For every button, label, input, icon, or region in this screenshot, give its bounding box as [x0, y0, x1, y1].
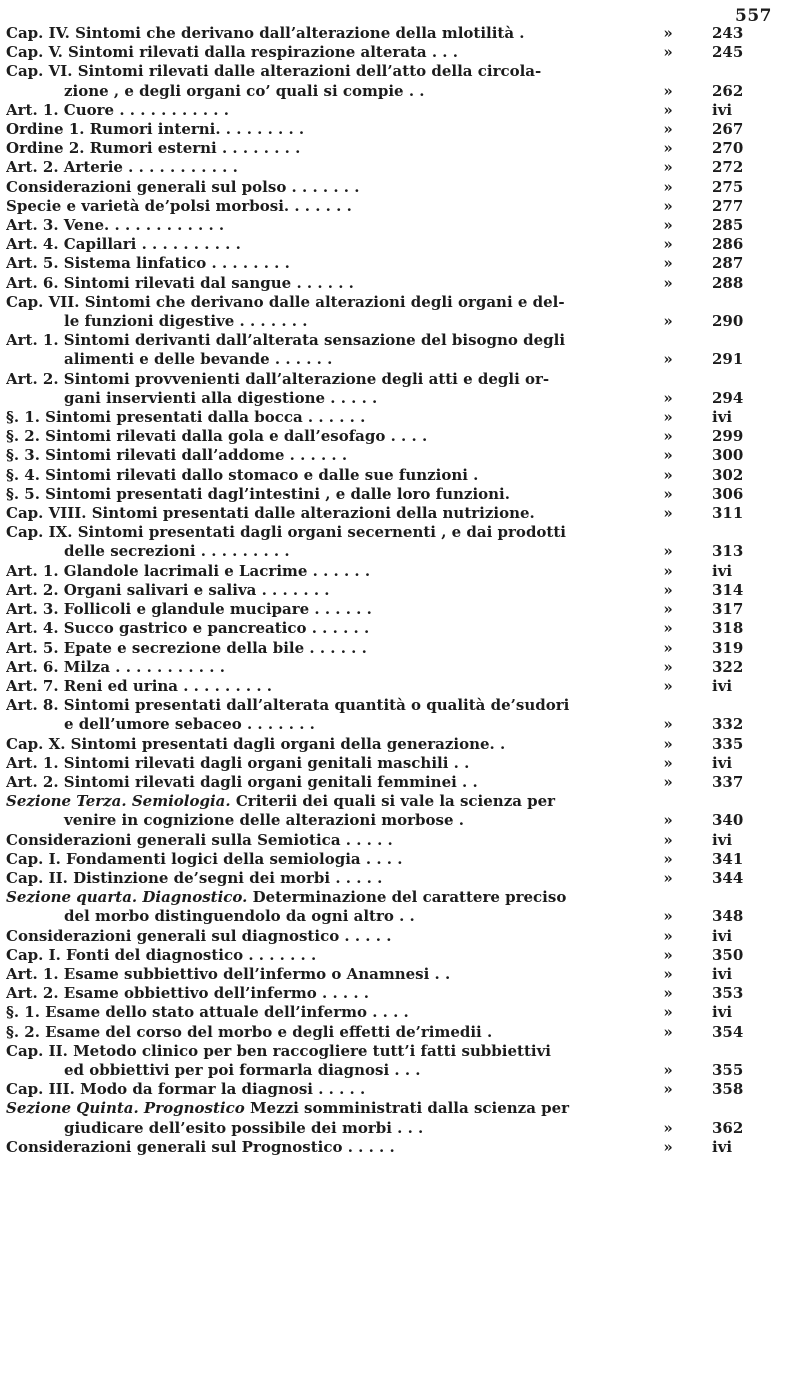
toc-entry-mark: » — [663, 753, 673, 772]
toc-entry-title: §. 1. Sintomi presentati dalla bocca . . . . . . — [6, 408, 366, 427]
toc-entry-mark: » — [663, 1022, 673, 1041]
toc-entry-mark: » — [663, 561, 673, 580]
toc-entry — [6, 62, 768, 100]
toc-entry-mark: » — [663, 542, 673, 561]
toc-entry-page: ivi — [712, 964, 733, 983]
toc-entry-title: Cap. II. Distinzione de’segni dei morbi . . . . . — [6, 868, 383, 887]
toc-entry-mark: » — [663, 1118, 673, 1137]
toc-entry — [6, 254, 768, 273]
toc-entry-title: Ordine 1. Rumori interni. . . . . . . . . — [6, 120, 305, 139]
toc-entry-title: Art. 4. Capillari . . . . . . . . . . — [6, 235, 241, 254]
toc-entry-title: §. 2. Sintomi rilevati dalla gola e dall’esofago . . . . — [6, 427, 428, 446]
toc-entry — [6, 446, 768, 465]
toc-entry-continuation: zione , e degli organi co’ quali si compie . . — [64, 81, 425, 100]
toc-entry — [6, 965, 768, 984]
toc-entry-page: 267 — [712, 120, 744, 139]
toc-entry — [6, 696, 768, 734]
toc-entry-title: Art. 3. Follicoli e glandule mucipare . . . . . . — [6, 600, 372, 619]
toc-entry-mark: » — [663, 849, 673, 868]
toc-entry-title: Art. 1. Sintomi derivanti dall’alterata sensazione del bisogno degli — [6, 331, 566, 350]
toc-entry — [6, 408, 768, 427]
toc-entry-mark: » — [663, 830, 673, 849]
toc-entry-mark: » — [663, 1137, 673, 1156]
toc-entry-title: Cap. X. Sintomi presentati dagli organi della generazione. . — [6, 734, 506, 753]
toc-entry-mark: » — [663, 81, 673, 100]
toc-entry-page: ivi — [712, 830, 733, 849]
toc-entry-mark: » — [663, 1060, 673, 1079]
toc-entry-page: 288 — [712, 273, 744, 292]
toc-entry-title: Art. 1. Cuore . . . . . . . . . . . — [6, 100, 229, 119]
toc-entry — [6, 235, 768, 254]
toc-entry-page: 290 — [712, 312, 744, 331]
toc-entry-mark: » — [663, 446, 673, 465]
toc-entry-title: Art. 1. Sintomi rilevati dagli organi genitali maschili . . — [6, 753, 470, 772]
toc-entry-page: 354 — [712, 1022, 744, 1041]
toc-entry-page: 358 — [712, 1080, 744, 1099]
toc-entry-page: 243 — [712, 24, 744, 42]
toc-entry-page: ivi — [712, 408, 733, 427]
toc-entry-page: 272 — [712, 158, 744, 177]
toc-entry-title: Considerazioni generali sul Prognostico . . . . . — [6, 1137, 395, 1156]
toc-entry-mark: » — [663, 196, 673, 215]
toc-entry-mark: » — [663, 580, 673, 599]
toc-entry-page: ivi — [712, 1137, 733, 1156]
toc-entry-mark: » — [663, 388, 673, 407]
toc-entry-page: 348 — [712, 907, 744, 926]
toc-entry — [6, 197, 768, 216]
toc-entry — [6, 850, 768, 869]
toc-entry-page: ivi — [712, 100, 733, 119]
toc-entry — [6, 523, 768, 561]
toc-entry-page: 353 — [712, 984, 744, 1003]
toc-entry-title: §. 2. Esame del corso del morbo e degli effetti de’rimedii . — [6, 1022, 493, 1041]
toc-entry-page: 337 — [712, 772, 744, 791]
toc-entry-mark: » — [663, 465, 673, 484]
toc-entry-title: Art. 2. Sintomi rilevati dagli organi genitali femminei . . — [6, 772, 478, 791]
toc-entry-title: Art. 6. Milza . . . . . . . . . . . — [6, 657, 225, 676]
toc-entry — [6, 1138, 768, 1157]
toc-entry-mark: » — [663, 24, 673, 42]
toc-entry-mark: » — [663, 811, 673, 830]
toc-entry-title: §. 1. Esame dello stato attuale dell’infermo . . . . — [6, 1003, 409, 1022]
toc-entry-page: 340 — [712, 811, 744, 830]
toc-entry-page: 341 — [712, 849, 744, 868]
toc-entry-mark: » — [663, 427, 673, 446]
toc-entry-title: Cap. IV. Sintomi che derivano dall’alterazione della mlotilità . — [6, 24, 525, 42]
toc-entry-mark: » — [663, 177, 673, 196]
toc-entry — [6, 619, 768, 638]
toc-entry — [6, 466, 768, 485]
toc-entry-title: Considerazioni generali sulla Semiotica . . . . . — [6, 830, 393, 849]
toc-entry-mark: » — [663, 273, 673, 292]
toc-entry — [6, 927, 768, 946]
toc-entry-title: Cap. II. Metodo clinico per ben raccogliere tutt’i fatti subbiettivi — [6, 1041, 551, 1060]
toc-entry-mark: » — [663, 1003, 673, 1022]
toc-entry-mark: » — [663, 926, 673, 945]
toc-entry-continuation: alimenti e delle bevande . . . . . . — [64, 350, 333, 369]
toc-entry-page: 277 — [712, 196, 744, 215]
toc-entry-page: 311 — [712, 504, 744, 523]
toc-entry-page: 332 — [712, 715, 744, 734]
toc-entry-page: 350 — [712, 945, 744, 964]
toc-entry-page: 362 — [712, 1118, 744, 1137]
toc-entry-title: Art. 5. Sistema linfatico . . . . . . . . — [6, 254, 290, 273]
toc-entry-mark: » — [663, 657, 673, 676]
toc-entry-mark: » — [663, 676, 673, 695]
toc-entry-title: Art. 2. Sintomi provvenienti dall’alterazione degli atti e degli or- — [6, 369, 550, 388]
toc-entry-page: 270 — [712, 139, 744, 158]
toc-entry-continuation: le funzioni digestive . . . . . . . — [64, 312, 308, 331]
toc-entry-continuation: venire in cognizione delle alterazioni morbose . — [64, 811, 464, 830]
toc-entry-page: 318 — [712, 619, 744, 638]
toc-entry — [6, 677, 768, 696]
toc-entry-mark: » — [663, 43, 673, 62]
toc-entry-page: 306 — [712, 484, 744, 503]
toc-entry — [6, 139, 768, 158]
table-of-contents — [6, 24, 768, 1157]
toc-entry — [6, 869, 768, 888]
toc-entry-title: Sezione Terza. Semiologia. Criterii dei quali si vale la scienza per — [6, 792, 556, 811]
toc-entry-page: 302 — [712, 465, 744, 484]
toc-entry — [6, 427, 768, 446]
toc-entry-mark: » — [663, 408, 673, 427]
toc-entry-title: Cap. VI. Sintomi rilevati dalle alterazioni dell’atto della circola- — [6, 62, 542, 81]
toc-entry-title: Sezione Quinta. Prognostico Mezzi somministrati dalla scienza per — [6, 1099, 570, 1118]
toc-entry-page: ivi — [712, 926, 733, 945]
toc-entry-page: ivi — [712, 561, 733, 580]
toc-entry — [6, 274, 768, 293]
toc-entry-mark: » — [663, 638, 673, 657]
toc-entry-title: Art. 6. Sintomi rilevati dal sangue . . . . . . — [6, 273, 354, 292]
toc-entry-title: Art. 7. Reni ed urina . . . . . . . . . — [6, 676, 273, 695]
toc-entry-page: 314 — [712, 580, 744, 599]
toc-entry-mark: » — [663, 619, 673, 638]
toc-entry-title: Cap. IX. Sintomi presentati dagli organi secernenti , e dai prodotti — [6, 523, 566, 542]
toc-entry-mark: » — [663, 312, 673, 331]
toc-entry-mark: » — [663, 350, 673, 369]
page-number: 557 — [735, 6, 772, 26]
toc-entry-mark: » — [663, 235, 673, 254]
toc-entry — [6, 1042, 768, 1080]
toc-entry-continuation: del morbo distinguendolo da ogni altro . . — [64, 907, 415, 926]
toc-entry-title: Sezione quarta. Diagnostico. Determinazione del carattere preciso — [6, 888, 567, 907]
toc-entry — [6, 1023, 768, 1042]
toc-entry-page: 291 — [712, 350, 744, 369]
toc-entry-continuation: gani inservienti alla digestione . . . . . — [64, 388, 378, 407]
toc-entry-mark: » — [663, 158, 673, 177]
toc-entry — [6, 639, 768, 658]
toc-entry-page: ivi — [712, 1003, 733, 1022]
toc-entry-mark: » — [663, 216, 673, 235]
toc-entry-mark: » — [663, 907, 673, 926]
toc-entry-mark: » — [663, 120, 673, 139]
toc-entry-page: 322 — [712, 657, 744, 676]
toc-entry-mark: » — [663, 772, 673, 791]
toc-entry-mark: » — [663, 868, 673, 887]
toc-entry-title: Cap. VIII. Sintomi presentati dalle alterazioni della nutrizione. — [6, 504, 535, 523]
toc-entry-title: Art. 8. Sintomi presentati dall’alterata quantità o qualità de’sudori — [6, 696, 570, 715]
toc-entry-mark: » — [663, 484, 673, 503]
toc-entry-mark: » — [663, 600, 673, 619]
toc-entry — [6, 293, 768, 331]
toc-entry — [6, 984, 768, 1003]
toc-entry-continuation: ed obbiettivi per poi formarla diagnosi . . . — [64, 1060, 421, 1079]
toc-entry-mark: » — [663, 1080, 673, 1099]
toc-entry-title: Ordine 2. Rumori esterni . . . . . . . . — [6, 139, 301, 158]
toc-entry — [6, 600, 768, 619]
toc-entry-mark: » — [663, 945, 673, 964]
toc-entry-page: 285 — [712, 216, 744, 235]
toc-entry-page: 319 — [712, 638, 744, 657]
toc-entry-title: Art. 4. Succo gastrico e pancreatico . . . . . . — [6, 619, 370, 638]
toc-entry-page: 344 — [712, 868, 744, 887]
toc-entry-title: Cap. I. Fonti del diagnostico . . . . . . . — [6, 945, 317, 964]
toc-entry — [6, 754, 768, 773]
toc-entry — [6, 24, 768, 43]
toc-entry-page: 275 — [712, 177, 744, 196]
toc-entry-page: 300 — [712, 446, 744, 465]
toc-entry-page: 317 — [712, 600, 744, 619]
toc-entry-title: Art. 2. Arterie . . . . . . . . . . . — [6, 158, 238, 177]
toc-entry — [6, 1099, 768, 1137]
toc-entry-mark: » — [663, 100, 673, 119]
toc-entry — [6, 216, 768, 235]
toc-entry — [6, 158, 768, 177]
toc-entry-title: §. 4. Sintomi rilevati dallo stomaco e dalle sue funzioni . — [6, 465, 479, 484]
toc-entry-mark: » — [663, 254, 673, 273]
toc-entry-page: 299 — [712, 427, 744, 446]
toc-entry — [6, 331, 768, 369]
toc-entry-page: ivi — [712, 676, 733, 695]
toc-entry — [6, 735, 768, 754]
toc-entry — [6, 120, 768, 139]
toc-entry-title: Art. 1. Glandole lacrimali e Lacrime . . . . . . — [6, 561, 371, 580]
toc-entry — [6, 773, 768, 792]
toc-entry-title: §. 3. Sintomi rilevati dall’addome . . . . . . — [6, 446, 348, 465]
toc-entry — [6, 581, 768, 600]
toc-entry-mark: » — [663, 984, 673, 1003]
toc-entry-page: 262 — [712, 81, 744, 100]
toc-entry — [6, 562, 768, 581]
toc-entry — [6, 101, 768, 120]
toc-entry-continuation: e dell’umore sebaceo . . . . . . . — [64, 715, 315, 734]
toc-entry-page: 355 — [712, 1060, 744, 1079]
toc-entry-mark: » — [663, 139, 673, 158]
toc-entry-page: 294 — [712, 388, 744, 407]
toc-entry — [6, 658, 768, 677]
toc-entry — [6, 370, 768, 408]
toc-entry-title: Art. 5. Epate e secrezione della bile . . . . . . — [6, 638, 367, 657]
toc-entry-title: Art. 2. Esame obbiettivo dell’infermo . . . . . — [6, 984, 370, 1003]
toc-entry-mark: » — [663, 734, 673, 753]
toc-entry-mark: » — [663, 715, 673, 734]
toc-entry — [6, 485, 768, 504]
toc-entry — [6, 43, 768, 62]
toc-entry — [6, 792, 768, 830]
toc-entry-mark: » — [663, 504, 673, 523]
toc-entry-title: Art. 2. Organi salivari e saliva . . . . . . . — [6, 580, 330, 599]
toc-entry-page: 335 — [712, 734, 744, 753]
toc-entry-title: Art. 3. Vene. . . . . . . . . . . . — [6, 216, 225, 235]
toc-entry — [6, 831, 768, 850]
toc-entry-title: Considerazioni generali sul polso . . . . . . . — [6, 177, 360, 196]
toc-entry — [6, 504, 768, 523]
toc-entry-title: Cap. VII. Sintomi che derivano dalle alterazioni degli organi e del- — [6, 292, 565, 311]
toc-entry-title: Specie e varietà de’polsi morbosi. . . . . . . — [6, 196, 352, 215]
toc-entry-title: Cap. I. Fondamenti logici della semiologia . . . . — [6, 849, 403, 868]
toc-entry-page: 287 — [712, 254, 744, 273]
toc-entry — [6, 178, 768, 197]
toc-entry — [6, 888, 768, 926]
toc-entry — [6, 1003, 768, 1022]
toc-entry-title: Considerazioni generali sul diagnostico . . . . . — [6, 926, 392, 945]
toc-entry-page: 245 — [712, 43, 744, 62]
toc-entry-page: 313 — [712, 542, 744, 561]
toc-entry-title: Cap. V. Sintomi rilevati dalla respirazione alterata . . . — [6, 43, 458, 62]
toc-entry-title: §. 5. Sintomi presentati dagl’intestini , e dalle loro funzioni. — [6, 484, 510, 503]
toc-entry-page: 286 — [712, 235, 744, 254]
toc-entry-page: ivi — [712, 753, 733, 772]
toc-entry-title: Art. 1. Esame subbiettivo dell’infermo o Anamnesi . . — [6, 964, 451, 983]
toc-entry — [6, 946, 768, 965]
toc-entry-continuation: giudicare dell’esito possibile dei morbi . . . — [64, 1118, 424, 1137]
toc-entry-mark: » — [663, 964, 673, 983]
toc-entry-continuation: delle secrezioni . . . . . . . . . — [64, 542, 290, 561]
toc-entry-title: Cap. III. Modo da formar la diagnosi . . . . . — [6, 1080, 366, 1099]
toc-entry — [6, 1080, 768, 1099]
